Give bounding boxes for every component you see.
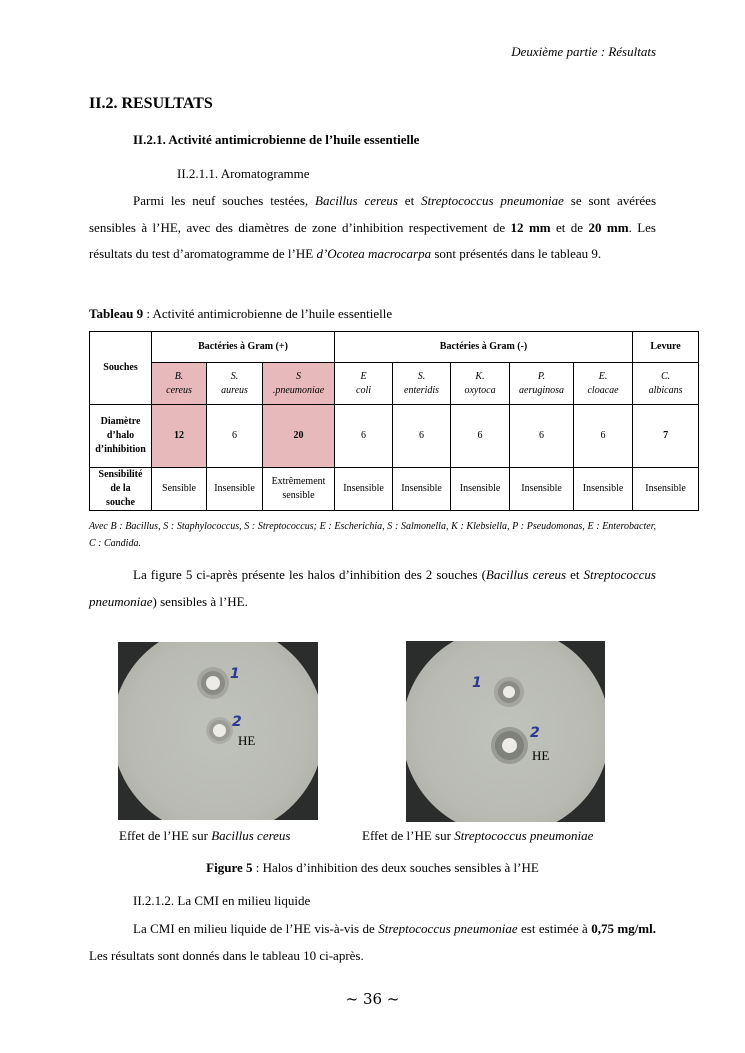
- sensitivity-cell: Insensible: [207, 468, 263, 511]
- diameter-cell: 20: [263, 405, 335, 468]
- gram-negative-header: Bactéries à Gram (-): [335, 332, 633, 363]
- diameter-cell: 6: [393, 405, 451, 468]
- sensitivity-row-label: Sensibilité de la souche: [90, 468, 152, 511]
- inhibition-disc: [502, 738, 517, 753]
- diameter-cell: 6: [335, 405, 393, 468]
- paragraph-aromatogram: Parmi les neuf souches testées, Bacillus cereus et Streptococcus pneumoniae se sont avérées sensibles à l’HE, avec des diamètres de zone d’inhibition respectivement de 12 mm et de 20 mm. Les résultats du test d’aromatogramme de l’HE d’Ocotea macrocarpa sont présentés dans le tableau 9.: [89, 193, 656, 261]
- souches-header: Souches: [90, 332, 152, 405]
- diameter-cell: 6: [451, 405, 510, 468]
- subsection-title: II.2.1. Activité antimicrobienne de l’huile essentielle: [133, 132, 420, 147]
- yeast-header: Levure: [633, 332, 699, 363]
- strain-header: E coli: [335, 363, 393, 405]
- photo-streptococcus-pneumoniae: [406, 641, 605, 822]
- plate-mark-1: 1: [472, 675, 482, 691]
- diameter-row-label: Diamètre d’halo d’inhibition: [90, 405, 152, 468]
- plate-mark-2: 2: [530, 725, 540, 741]
- strain-header: E. cloacae: [574, 363, 633, 405]
- paragraph-cmi: La CMI en milieu liquide de l’HE vis-à-vis de Streptococcus pneumoniae est estimée à 0,75 mg/ml. Les résultats sont donnés dans le tableau 10 ci-après.: [89, 921, 657, 963]
- diameter-cell: 6: [207, 405, 263, 468]
- gram-positive-header: Bactéries à Gram (+): [152, 332, 335, 363]
- sensitivity-cell: Insensible: [451, 468, 510, 511]
- sensitivity-cell: Insensible: [633, 468, 699, 511]
- strain-header: K. oxytoca: [451, 363, 510, 405]
- caption-streptococcus: Effet de l’HE sur Streptococcus pneumoniae: [362, 828, 594, 843]
- sensitivity-cell: Insensible: [393, 468, 451, 511]
- he-label: HE: [238, 733, 256, 748]
- strain-header: C. albicans: [633, 363, 699, 405]
- petri-dish: [406, 641, 605, 822]
- sensitivity-cell: Insensible: [510, 468, 574, 511]
- subsubsection-title: II.2.1.1. Aromatogramme: [177, 166, 310, 181]
- paragraph-figure-intro: La figure 5 ci-après présente les halos d’inhibition des 2 souches (Bacillus cereus et Streptococcus pneumoniae) sensibles à l’HE.: [89, 567, 656, 609]
- diameter-cell: 7: [633, 405, 699, 468]
- he-label: HE: [532, 748, 550, 763]
- diameter-cell: 6: [574, 405, 633, 468]
- strain-header: P. aeruginosa: [510, 363, 574, 405]
- figure-caption: Figure 5 : Halos d’inhibition des deux souches sensibles à l’HE: [206, 860, 539, 875]
- strain-header: S. enteridis: [393, 363, 451, 405]
- antimicrobial-table: [89, 331, 699, 511]
- plate-mark-1: 1: [230, 666, 240, 682]
- strain-header: S. aureus: [207, 363, 263, 405]
- plate-mark-2: 2: [232, 714, 242, 730]
- table-legend: Avec B : Bacillus, S : Staphylococcus, S : Streptococcus; E : Escherichia, S : Salmonella, K : Klebsiella, P : Pseudomonas, E : Enterobacter, C : Candida.: [89, 521, 656, 549]
- photo-bacillus-cereus: [118, 642, 318, 820]
- inhibition-disc: [206, 676, 220, 690]
- sensitivity-cell: Insensible: [335, 468, 393, 511]
- sensitivity-cell: Extrêmement sensible: [263, 468, 335, 511]
- subsubsection-title-2: II.2.1.2. La CMI en milieu liquide: [133, 893, 311, 908]
- running-header: Deuxième partie : Résultats: [511, 44, 656, 59]
- diameter-cell: 6: [510, 405, 574, 468]
- caption-bacillus: Effet de l’HE sur Bacillus cereus: [119, 828, 291, 843]
- page-number: ~ 36 ~: [345, 990, 400, 1008]
- table-caption: Tableau 9 : Activité antimicrobienne de l’huile essentielle: [89, 306, 393, 321]
- strain-header: B. cereus: [152, 363, 207, 405]
- sensitivity-cell: Sensible: [152, 468, 207, 511]
- strain-header: S .pneumoniae: [263, 363, 335, 405]
- section-title: II.2. RESULTATS: [89, 95, 213, 112]
- diameter-cell: 12: [152, 405, 207, 468]
- inhibition-disc: [503, 686, 515, 698]
- inhibition-disc: [213, 724, 226, 737]
- sensitivity-cell: Insensible: [574, 468, 633, 511]
